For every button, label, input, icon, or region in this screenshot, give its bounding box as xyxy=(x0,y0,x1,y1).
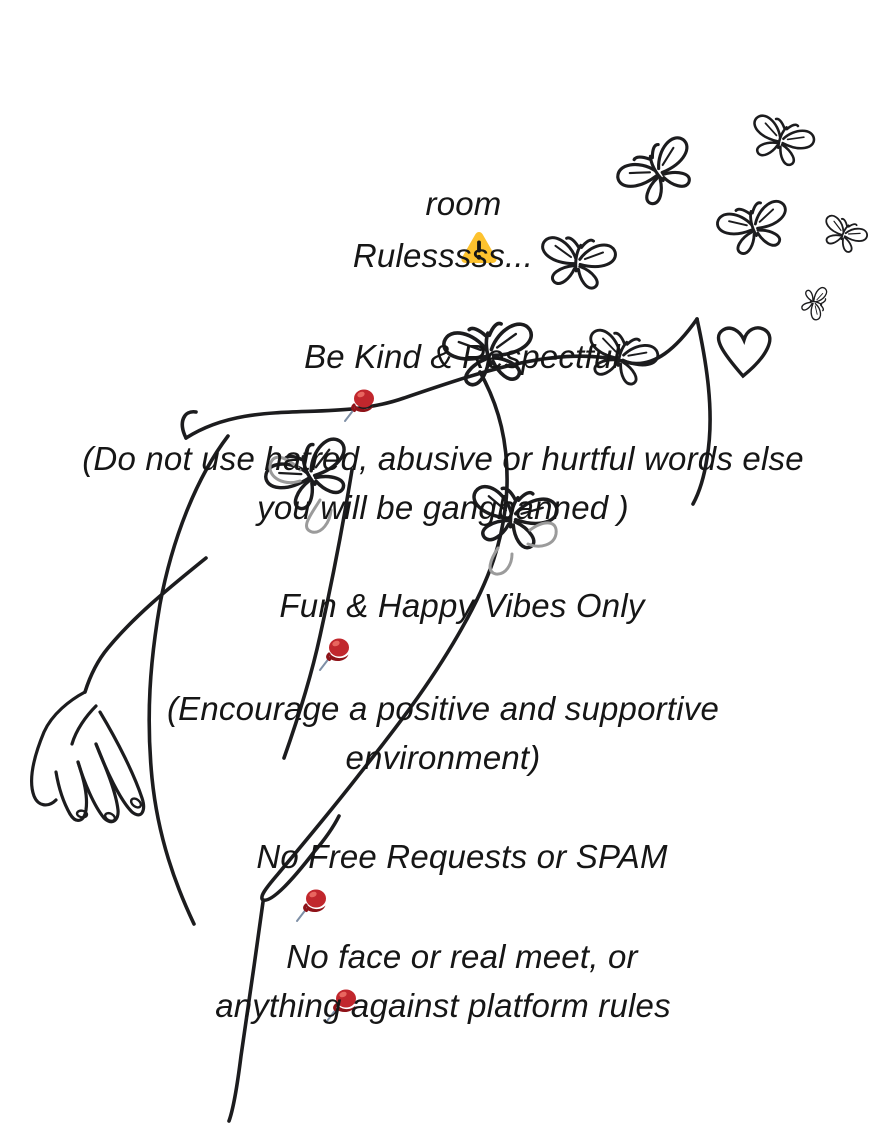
title-text-room: room xyxy=(425,185,502,222)
rule-4 xyxy=(0,936,886,979)
pushpin-icon xyxy=(248,942,288,982)
rule-2-text: Fun & Happy Vibes Only xyxy=(279,587,645,624)
rule-1-note-line-1: (Do not use hatred, abusive or hurtful words else xyxy=(82,440,804,477)
rule-1-note-line-2: you will be gangbanned ) xyxy=(257,489,629,526)
pushpin-icon xyxy=(241,591,281,631)
rule-4-text-line-1: No face or real meet, or xyxy=(286,938,638,975)
title-line-2: Rulesssss... xyxy=(352,237,534,274)
rule-1-text: Be Kind & Respectful xyxy=(304,338,620,375)
rule-2-note-line-1: (Encourage a positive and supportive xyxy=(166,690,720,727)
rule-2 xyxy=(0,585,886,628)
pushpin-icon xyxy=(266,342,306,382)
title-line-1 xyxy=(0,183,886,226)
rule-4-text-line-2: anything against platform rules xyxy=(215,987,671,1024)
rule-3 xyxy=(0,836,886,879)
rule-1 xyxy=(0,336,886,379)
rule-2-note-line-2: environment) xyxy=(345,739,541,776)
warning-icon xyxy=(385,186,425,223)
rule-3-text: No Free Requests or SPAM xyxy=(256,838,668,875)
pushpin-icon xyxy=(218,842,258,882)
